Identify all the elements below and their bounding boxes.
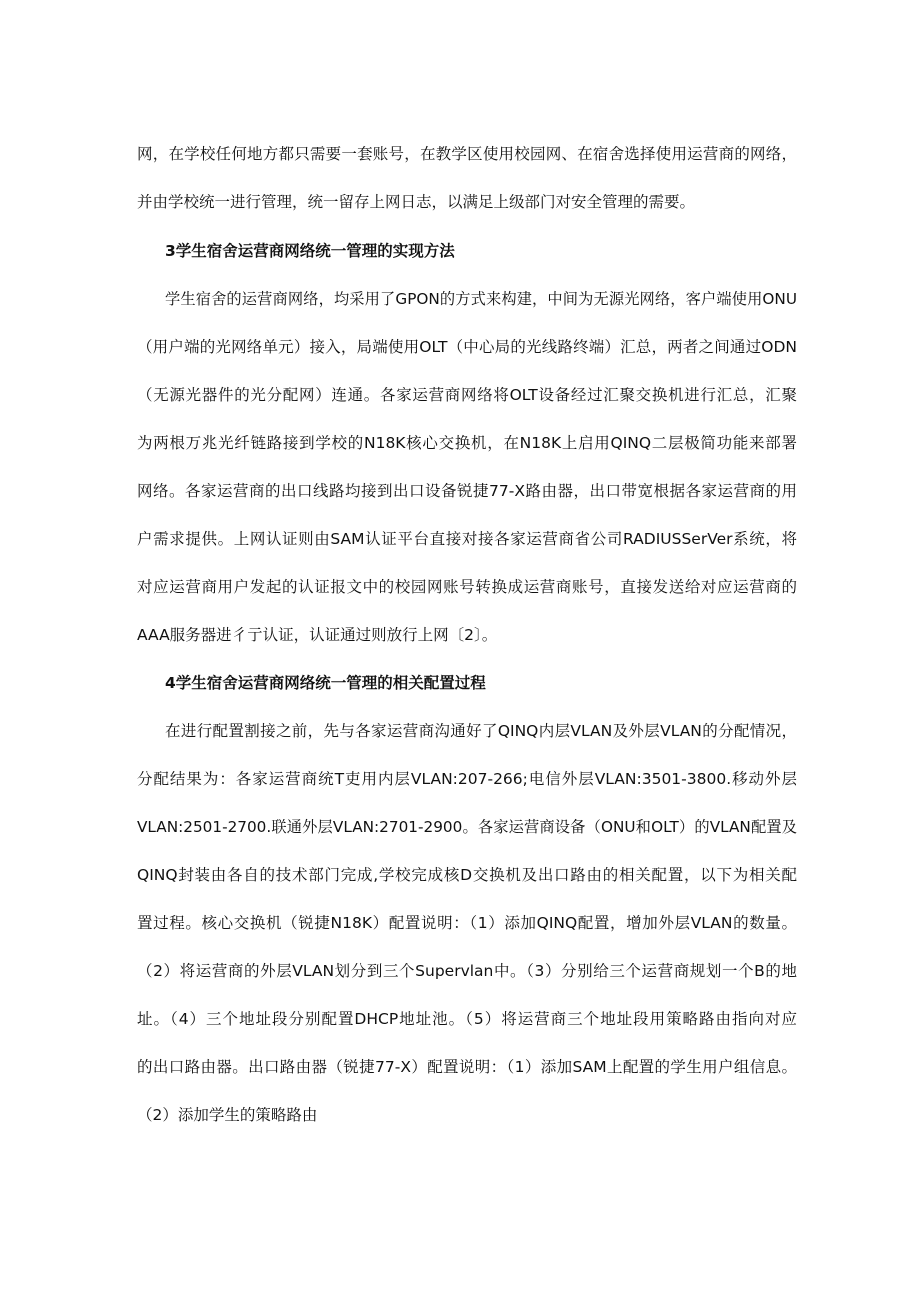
body-line: 分配结果为：各家运营商统T吏用内层VLAN:207-266;电信外层VLAN:3501-3800.移动外层 bbox=[137, 770, 797, 788]
body-line: 址。（4）三个地址段分别配置DHCP地址池。（5）将运营商三个地址段用策略路由指向对应 bbox=[137, 1010, 797, 1028]
body-line: （2）添加学生的策略路由 bbox=[137, 1106, 318, 1124]
body-line: AAA服务器进彳亍认证，认证通过则放行上网〔2〕。 bbox=[137, 626, 498, 644]
body-line: 的出口路由器。出口路由器（锐捷77-X）配置说明：（1）添加SAM上配置的学生用户组信息。 bbox=[137, 1058, 797, 1076]
body-line: VLAN:2501-2700.联通外层VLAN:2701-2900。各家运营商设备（ONU和OLT）的VLAN配置及 bbox=[137, 818, 797, 836]
body-line: QINQ封装由各自的技术部门完成,学校完成核D交换机及出口路由的相关配置，以下为相关配 bbox=[137, 866, 797, 884]
body-line: 在进行配置割接之前，先与各家运营商沟通好了QINQ内层VLAN及外层VLAN的分配情况， bbox=[165, 722, 797, 740]
body-line: 网络。各家运营商的出口线路均接到出口设备锐捷77-X路由器，出口带宽根据各家运营商的用 bbox=[137, 482, 797, 500]
body-line: （无源光器件的光分配网）连通。各家运营商网络将OLT设备经过汇聚交换机进行汇总，汇聚 bbox=[137, 386, 797, 404]
body-line: 并由学校统一进行管理，统一留存上网日志，以满足上级部门对安全管理的需要。 bbox=[137, 193, 696, 211]
body-line: 网，在学校任何地方都只需要一套账号，在教学区使用校园网、在宿舍选择使用运营商的网络， bbox=[137, 145, 797, 163]
body-line: 对应运营商用户发起的认证报文中的校园网账号转换成运营商账号，直接发送给对应运营商的 bbox=[137, 578, 797, 596]
section-heading: 3学生宿舍运营商网络统一管理的实现方法 bbox=[165, 242, 455, 260]
section-heading: 4学生宿舍运营商网络统一管理的相关配置过程 bbox=[165, 674, 486, 692]
body-line: 为两根万兆光纤链路接到学校的N18K核心交换机，在N18K上启用QINQ二层极简功能来部署 bbox=[137, 434, 797, 452]
body-line: 学生宿舍的运营商网络，均采用了GPON的方式来构建，中间为无源光网络，客户端使用ONU bbox=[165, 290, 797, 308]
body-line: 置过程。核心交换机（锐捷N18K）配置说明：（1）添加QINQ配置，增加外层VLAN的数量。 bbox=[137, 914, 797, 932]
body-line: 户需求提供。上网认证则由SAM认证平台直接对接各家运营商省公司RADIUSSerVer系统，将 bbox=[137, 530, 797, 548]
body-line: （2）将运营商的外层VLAN划分到三个Supervlan中。（3）分别给三个运营商规划一个B的地 bbox=[137, 962, 797, 980]
body-line: （用户端的光网络单元）接入，局端使用OLT（中心局的光线路终端）汇总，两者之间通过ODN bbox=[137, 338, 797, 356]
